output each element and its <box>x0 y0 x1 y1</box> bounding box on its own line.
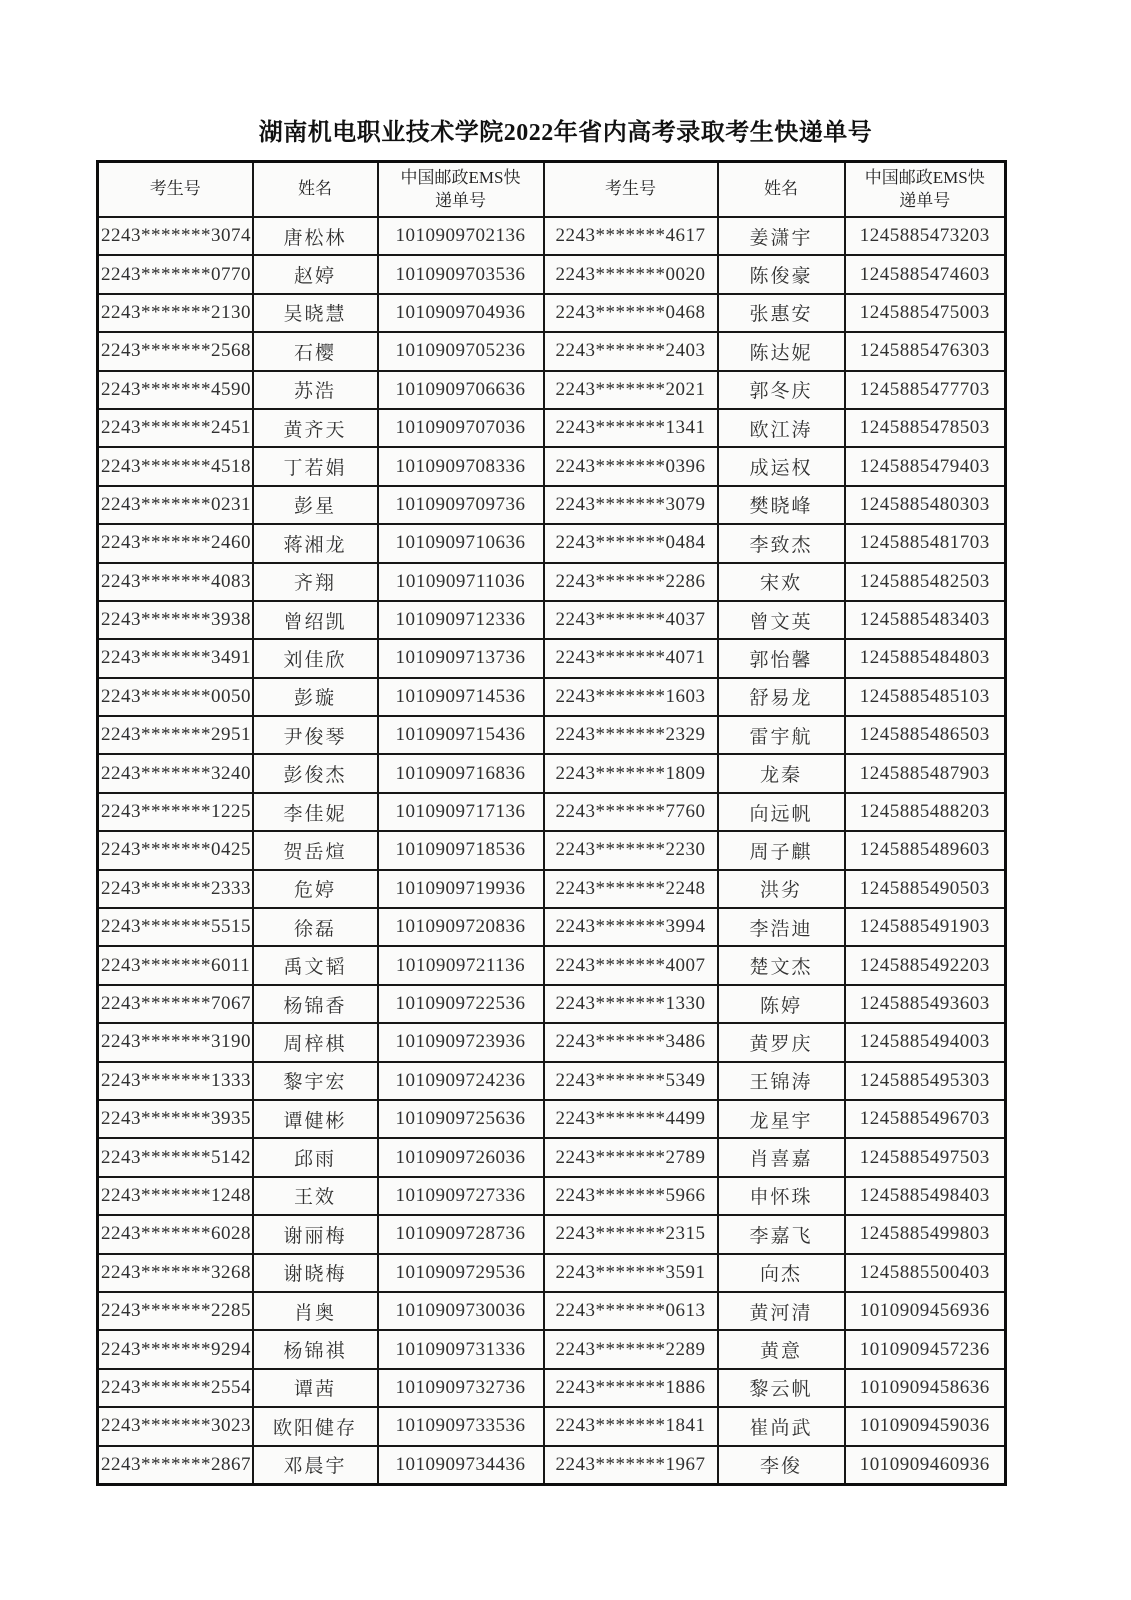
table-row <box>98 639 1006 677</box>
name-cell: 唐松林 <box>253 217 378 255</box>
candidate-number-cell: 2243*******3190 <box>98 1023 253 1061</box>
ems-tracking-cell: 1010909709736 <box>378 486 544 524</box>
name-cell: 蒋湘龙 <box>253 524 378 562</box>
ems-tracking-cell: 1010909720836 <box>378 908 544 946</box>
ems-tracking-cell: 1010909731336 <box>378 1330 544 1368</box>
candidate-number-cell: 2243*******2554 <box>98 1369 253 1407</box>
candidate-number-cell: 2243*******2230 <box>544 831 718 869</box>
name-cell: 申怀珠 <box>718 1177 845 1215</box>
candidate-number-cell: 2243*******1225 <box>98 793 253 831</box>
ems-tracking-cell: 1010909712336 <box>378 601 544 639</box>
name-cell: 黄意 <box>718 1330 845 1368</box>
candidate-number-cell: 2243*******0050 <box>98 678 253 716</box>
name-cell: 洪劣 <box>718 870 845 908</box>
name-cell: 欧江涛 <box>718 409 845 447</box>
candidate-number-cell: 2243*******2789 <box>544 1138 718 1176</box>
name-cell: 郭冬庆 <box>718 371 845 409</box>
candidate-number-cell: 2243*******3268 <box>98 1254 253 1292</box>
ems-tracking-cell: 1245885474603 <box>845 255 1006 293</box>
table-row <box>98 1254 1006 1292</box>
name-cell: 舒易龙 <box>718 678 845 716</box>
name-cell: 崔尚武 <box>718 1407 845 1445</box>
table-row <box>98 1100 1006 1138</box>
name-cell: 尹俊琴 <box>253 716 378 754</box>
header-ems-tracking: 中国邮政EMS快递单号 <box>845 162 1006 218</box>
candidate-number-cell: 2243*******2867 <box>98 1446 253 1485</box>
ems-tracking-cell: 1010909718536 <box>378 831 544 869</box>
ems-tracking-cell: 1010909707036 <box>378 409 544 447</box>
table-row <box>98 294 1006 332</box>
candidate-number-cell: 2243*******1841 <box>544 1407 718 1445</box>
ems-tracking-cell: 1010909703536 <box>378 255 544 293</box>
ems-tracking-cell: 1245885483403 <box>845 601 1006 639</box>
table-row <box>98 409 1006 447</box>
ems-tracking-cell: 1245885479403 <box>845 447 1006 485</box>
ems-tracking-cell: 1010909729536 <box>378 1254 544 1292</box>
candidate-number-cell: 2243*******3994 <box>544 908 718 946</box>
table-row <box>98 1215 1006 1253</box>
ems-tracking-cell: 1010909734436 <box>378 1446 544 1485</box>
table-row <box>98 255 1006 293</box>
ems-tracking-cell: 1010909715436 <box>378 716 544 754</box>
name-cell: 邓晨宇 <box>253 1446 378 1485</box>
table-row <box>98 754 1006 792</box>
name-cell: 张惠安 <box>718 294 845 332</box>
name-cell: 姜潇宇 <box>718 217 845 255</box>
table-row <box>98 371 1006 409</box>
candidate-number-cell: 2243*******0484 <box>544 524 718 562</box>
name-cell: 石樱 <box>253 332 378 370</box>
table-row <box>98 1330 1006 1368</box>
name-cell: 李致杰 <box>718 524 845 562</box>
candidate-number-cell: 2243*******2021 <box>544 371 718 409</box>
candidate-number-cell: 2243*******1967 <box>544 1446 718 1485</box>
ems-tracking-cell: 1010909722536 <box>378 985 544 1023</box>
candidate-number-cell: 2243*******5966 <box>544 1177 718 1215</box>
candidate-number-cell: 2243*******0613 <box>544 1292 718 1330</box>
ems-tracking-cell: 1010909730036 <box>378 1292 544 1330</box>
name-cell: 周子麒 <box>718 831 845 869</box>
ems-tracking-cell: 1245885496703 <box>845 1100 1006 1138</box>
candidate-number-cell: 2243*******2315 <box>544 1215 718 1253</box>
candidate-number-cell: 2243*******4007 <box>544 946 718 984</box>
name-cell: 赵婷 <box>253 255 378 293</box>
candidate-number-cell: 2243*******2285 <box>98 1292 253 1330</box>
candidate-number-cell: 2243*******0020 <box>544 255 718 293</box>
candidate-number-cell: 2243*******4518 <box>98 447 253 485</box>
name-cell: 齐翔 <box>253 563 378 601</box>
name-cell: 杨锦祺 <box>253 1330 378 1368</box>
name-cell: 谢丽梅 <box>253 1215 378 1253</box>
name-cell: 贺岳煊 <box>253 831 378 869</box>
candidate-number-cell: 2243*******4083 <box>98 563 253 601</box>
table-row <box>98 1177 1006 1215</box>
name-cell: 黎云帆 <box>718 1369 845 1407</box>
name-cell: 丁若娟 <box>253 447 378 485</box>
name-cell: 王锦涛 <box>718 1062 845 1100</box>
candidate-number-cell: 2243*******4037 <box>544 601 718 639</box>
name-cell: 向杰 <box>718 1254 845 1292</box>
ems-tracking-cell: 1010909710636 <box>378 524 544 562</box>
candidate-number-cell: 2243*******5142 <box>98 1138 253 1176</box>
candidate-number-cell: 2243*******3491 <box>98 639 253 677</box>
ems-tracking-cell: 1010909726036 <box>378 1138 544 1176</box>
header-ems-tracking: 中国邮政EMS快递单号 <box>378 162 544 218</box>
name-cell: 成运权 <box>718 447 845 485</box>
ems-tracking-cell: 1245885491903 <box>845 908 1006 946</box>
ems-tracking-cell: 1245885486503 <box>845 716 1006 754</box>
name-cell: 谢晓梅 <box>253 1254 378 1292</box>
ems-tracking-cell: 1010909704936 <box>378 294 544 332</box>
ems-tracking-cell: 1010909713736 <box>378 639 544 677</box>
name-cell: 郭怡馨 <box>718 639 845 677</box>
ems-tracking-cell: 1010909716836 <box>378 754 544 792</box>
ems-tracking-cell: 1245885490503 <box>845 870 1006 908</box>
candidate-number-cell: 2243*******3486 <box>544 1023 718 1061</box>
ems-tracking-cell: 1010909460936 <box>845 1446 1006 1485</box>
ems-tracking-cell: 1010909457236 <box>845 1330 1006 1368</box>
table-row <box>98 486 1006 524</box>
ems-tracking-cell: 1245885476303 <box>845 332 1006 370</box>
header-name: 姓名 <box>718 162 845 218</box>
name-cell: 向远帆 <box>718 793 845 831</box>
table-row <box>98 870 1006 908</box>
ems-tracking-cell: 1010909723936 <box>378 1023 544 1061</box>
table-header-row <box>98 162 1006 218</box>
name-cell: 曾绍凯 <box>253 601 378 639</box>
table-row <box>98 524 1006 562</box>
name-cell: 欧阳健存 <box>253 1407 378 1445</box>
ems-tracking-cell: 1245885487903 <box>845 754 1006 792</box>
ems-tracking-cell: 1245885480303 <box>845 486 1006 524</box>
name-cell: 龙星宇 <box>718 1100 845 1138</box>
ems-tracking-cell: 1010909711036 <box>378 563 544 601</box>
name-cell: 黎宇宏 <box>253 1062 378 1100</box>
name-cell: 谭茜 <box>253 1369 378 1407</box>
ems-tracking-cell: 1010909721136 <box>378 946 544 984</box>
ems-tracking-cell: 1010909717136 <box>378 793 544 831</box>
candidate-number-cell: 2243*******4590 <box>98 371 253 409</box>
candidate-number-cell: 2243*******3079 <box>544 486 718 524</box>
candidate-number-cell: 2243*******2403 <box>544 332 718 370</box>
candidate-number-cell: 2243*******3074 <box>98 217 253 255</box>
name-cell: 肖奥 <box>253 1292 378 1330</box>
table-row <box>98 563 1006 601</box>
candidate-number-cell: 2243*******1330 <box>544 985 718 1023</box>
header-candidate-number: 考生号 <box>544 162 718 218</box>
candidate-number-cell: 2243*******3938 <box>98 601 253 639</box>
ems-tracking-cell: 1245885484803 <box>845 639 1006 677</box>
table-row <box>98 217 1006 255</box>
table-row <box>98 601 1006 639</box>
name-cell: 徐磊 <box>253 908 378 946</box>
ems-tracking-cell: 1010909706636 <box>378 371 544 409</box>
candidate-number-cell: 2243*******2568 <box>98 332 253 370</box>
candidate-number-cell: 2243*******0468 <box>544 294 718 332</box>
candidate-number-cell: 2243*******2329 <box>544 716 718 754</box>
candidate-number-cell: 2243*******3935 <box>98 1100 253 1138</box>
table-row <box>98 908 1006 946</box>
candidate-number-cell: 2243*******4617 <box>544 217 718 255</box>
candidate-number-cell: 2243*******1603 <box>544 678 718 716</box>
candidate-number-cell: 2243*******2286 <box>544 563 718 601</box>
candidate-number-cell: 2243*******7067 <box>98 985 253 1023</box>
tracking-number-table <box>96 160 1007 1486</box>
ems-tracking-cell: 1245885478503 <box>845 409 1006 447</box>
table-row <box>98 1292 1006 1330</box>
name-cell: 李嘉飞 <box>718 1215 845 1253</box>
ems-tracking-cell: 1245885498403 <box>845 1177 1006 1215</box>
candidate-number-cell: 2243*******1341 <box>544 409 718 447</box>
ems-tracking-cell: 1245885489603 <box>845 831 1006 869</box>
table-row <box>98 1062 1006 1100</box>
candidate-number-cell: 2243*******0396 <box>544 447 718 485</box>
name-cell: 宋欢 <box>718 563 845 601</box>
name-cell: 龙秦 <box>718 754 845 792</box>
candidate-number-cell: 2243*******2460 <box>98 524 253 562</box>
table-row <box>98 1023 1006 1061</box>
ems-tracking-cell: 1010909733536 <box>378 1407 544 1445</box>
ems-tracking-cell: 1010909705236 <box>378 332 544 370</box>
table-row <box>98 1446 1006 1485</box>
ems-tracking-cell: 1010909728736 <box>378 1215 544 1253</box>
name-cell: 陈达妮 <box>718 332 845 370</box>
name-cell: 楚文杰 <box>718 946 845 984</box>
ems-tracking-cell: 1245885497503 <box>845 1138 1006 1176</box>
candidate-number-cell: 2243*******5349 <box>544 1062 718 1100</box>
name-cell: 危婷 <box>253 870 378 908</box>
ems-tracking-cell: 1010909456936 <box>845 1292 1006 1330</box>
ems-tracking-cell: 1245885500403 <box>845 1254 1006 1292</box>
name-cell: 谭健彬 <box>253 1100 378 1138</box>
table-row <box>98 1369 1006 1407</box>
candidate-number-cell: 2243*******0231 <box>98 486 253 524</box>
table-row <box>98 1407 1006 1445</box>
candidate-number-cell: 2243*******3240 <box>98 754 253 792</box>
table-header <box>98 162 1006 218</box>
table-row <box>98 1138 1006 1176</box>
name-cell: 肖喜嘉 <box>718 1138 845 1176</box>
name-cell: 周梓棋 <box>253 1023 378 1061</box>
candidate-number-cell: 2243*******9294 <box>98 1330 253 1368</box>
candidate-number-cell: 2243*******2951 <box>98 716 253 754</box>
table-row <box>98 332 1006 370</box>
ems-tracking-cell: 1245885488203 <box>845 793 1006 831</box>
candidate-number-cell: 2243*******4071 <box>544 639 718 677</box>
ems-tracking-cell: 1245885485103 <box>845 678 1006 716</box>
ems-tracking-cell: 1010909725636 <box>378 1100 544 1138</box>
ems-tracking-cell: 1245885482503 <box>845 563 1006 601</box>
name-cell: 王效 <box>253 1177 378 1215</box>
ems-tracking-cell: 1245885481703 <box>845 524 1006 562</box>
name-cell: 苏浩 <box>253 371 378 409</box>
name-cell: 李浩迪 <box>718 908 845 946</box>
table-row <box>98 447 1006 485</box>
name-cell: 黄齐天 <box>253 409 378 447</box>
candidate-number-cell: 2243*******2451 <box>98 409 253 447</box>
candidate-number-cell: 2243*******1886 <box>544 1369 718 1407</box>
ems-tracking-cell: 1245885477703 <box>845 371 1006 409</box>
ems-tracking-cell: 1010909719936 <box>378 870 544 908</box>
ems-tracking-cell: 1245885475003 <box>845 294 1006 332</box>
ems-tracking-cell: 1245885493603 <box>845 985 1006 1023</box>
header-candidate-number: 考生号 <box>98 162 253 218</box>
name-cell: 禹文韬 <box>253 946 378 984</box>
ems-tracking-cell: 1245885499803 <box>845 1215 1006 1253</box>
candidate-number-cell: 2243*******3591 <box>544 1254 718 1292</box>
table-row <box>98 946 1006 984</box>
candidate-number-cell: 2243*******5515 <box>98 908 253 946</box>
table-body <box>98 217 1006 1484</box>
candidate-number-cell: 2243*******1248 <box>98 1177 253 1215</box>
ems-tracking-cell: 1010909727336 <box>378 1177 544 1215</box>
candidate-number-cell: 2243*******7760 <box>544 793 718 831</box>
candidate-number-cell: 2243*******2130 <box>98 294 253 332</box>
name-cell: 李佳妮 <box>253 793 378 831</box>
candidate-number-cell: 2243*******1809 <box>544 754 718 792</box>
name-cell: 陈俊豪 <box>718 255 845 293</box>
candidate-number-cell: 2243*******0425 <box>98 831 253 869</box>
name-cell: 黄河清 <box>718 1292 845 1330</box>
candidate-number-cell: 2243*******2333 <box>98 870 253 908</box>
name-cell: 杨锦香 <box>253 985 378 1023</box>
ems-tracking-cell: 1245885495303 <box>845 1062 1006 1100</box>
name-cell: 曾文英 <box>718 601 845 639</box>
candidate-number-cell: 2243*******4499 <box>544 1100 718 1138</box>
table-row <box>98 678 1006 716</box>
ems-tracking-cell: 1010909714536 <box>378 678 544 716</box>
candidate-number-cell: 2243*******1333 <box>98 1062 253 1100</box>
candidate-number-cell: 2243*******2248 <box>544 870 718 908</box>
name-cell: 陈婷 <box>718 985 845 1023</box>
candidate-number-cell: 2243*******0770 <box>98 255 253 293</box>
header-name: 姓名 <box>253 162 378 218</box>
ems-tracking-cell: 1010909708336 <box>378 447 544 485</box>
name-cell: 黄罗庆 <box>718 1023 845 1061</box>
ems-tracking-cell: 1010909732736 <box>378 1369 544 1407</box>
table-row <box>98 831 1006 869</box>
page-title: 湖南机电职业技术学院2022年省内高考录取考生快递单号 <box>258 120 873 146</box>
candidate-number-cell: 2243*******6028 <box>98 1215 253 1253</box>
table-row <box>98 716 1006 754</box>
table-row <box>98 985 1006 1023</box>
candidate-number-cell: 2243*******2289 <box>544 1330 718 1368</box>
name-cell: 邱雨 <box>253 1138 378 1176</box>
name-cell: 樊晓峰 <box>718 486 845 524</box>
name-cell: 刘佳欣 <box>253 639 378 677</box>
name-cell: 吴晓慧 <box>253 294 378 332</box>
ems-tracking-cell: 1010909724236 <box>378 1062 544 1100</box>
name-cell: 彭俊杰 <box>253 754 378 792</box>
ems-tracking-cell: 1245885473203 <box>845 217 1006 255</box>
ems-tracking-cell: 1245885492203 <box>845 946 1006 984</box>
name-cell: 彭璇 <box>253 678 378 716</box>
ems-tracking-cell: 1010909702136 <box>378 217 544 255</box>
candidate-number-cell: 2243*******6011 <box>98 946 253 984</box>
name-cell: 彭星 <box>253 486 378 524</box>
table-row <box>98 793 1006 831</box>
name-cell: 李俊 <box>718 1446 845 1485</box>
ems-tracking-cell: 1010909458636 <box>845 1369 1006 1407</box>
name-cell: 雷宇航 <box>718 716 845 754</box>
candidate-number-cell: 2243*******3023 <box>98 1407 253 1445</box>
ems-tracking-cell: 1245885494003 <box>845 1023 1006 1061</box>
ems-tracking-cell: 1010909459036 <box>845 1407 1006 1445</box>
